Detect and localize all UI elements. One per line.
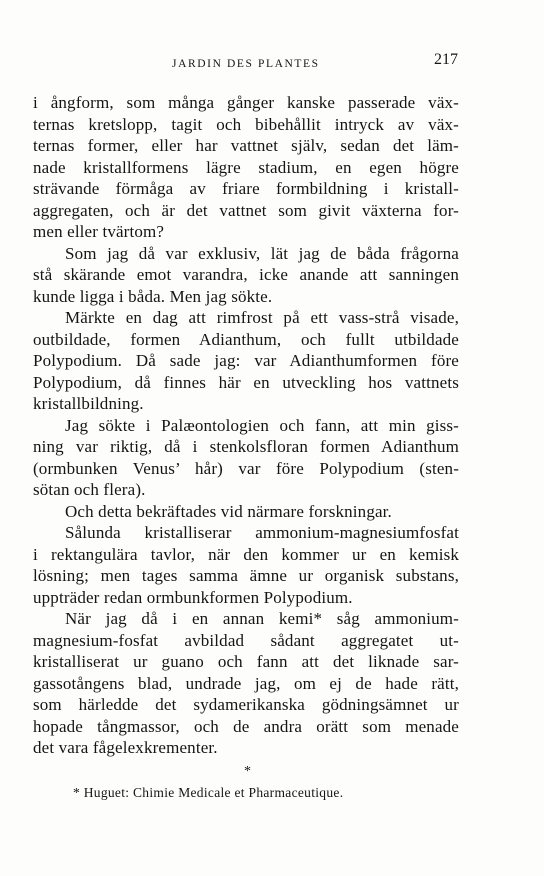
- text-line: kristallbildning.: [33, 394, 144, 413]
- text-line: hopade tångmassor, och de andra orätt som menade: [33, 716, 459, 736]
- text-line: När jag då i en annan kemi* såg ammonium-: [65, 609, 459, 628]
- text-line: uppträder redan ormbunkformen Polypodium.: [33, 587, 353, 607]
- text-line: det vara fågelexkrementer.: [33, 738, 218, 757]
- text-line: ternas former, eller har vattnet själv, sedan det läm-: [33, 136, 459, 155]
- text-line: stå skärande emot varandra, icke anande att sanningen: [33, 265, 459, 284]
- text-line: i ångform, som många gånger kanske passerade väx-: [33, 93, 459, 112]
- text-line: Jag sökte i Palæontologien och fann, att min giss-: [65, 415, 459, 435]
- text-line: Polypodium, då finnes här en utveckling hos vattnets: [33, 372, 459, 392]
- footnote: * Huguet: Chimie Medicale et Pharmaceutique.: [73, 785, 344, 800]
- text-line: i rektangulära tavlor, när den kommer ur en kemisk: [33, 544, 459, 564]
- text-line: lösning; men tages samma ämne ur organisk substans,: [33, 566, 459, 585]
- text-line: strävande förmåga av friare formbildning i kristall-: [33, 179, 459, 198]
- text-line: Sålunda kristalliserar ammonium-magnesiumfosfat: [65, 523, 459, 542]
- text-line: Polypodium. Då sade jag: var Adianthumformen före: [33, 351, 459, 370]
- text-line: sötan och flera).: [33, 480, 146, 499]
- text-line: nade kristallformens lägre stadium, en egen högre: [33, 157, 459, 177]
- footnote-separator: *: [244, 764, 251, 779]
- text-line: Som jag då var exklusiv, lät jag de båda frågorna: [65, 243, 459, 263]
- running-title: JARDIN DES PLANTES: [172, 58, 320, 70]
- text-line: gassotångens blad, undrade jag, om ej de hade rätt,: [33, 673, 459, 693]
- text-line: Och detta bekräftades vid närmare forskningar.: [65, 501, 392, 521]
- text-line: kunde ligga i båda. Men jag sökte.: [33, 286, 273, 306]
- text-line: aggregaten, och är det vattnet som givit växterna for-: [33, 200, 459, 220]
- text-line: ternas kretslopp, tagit och bibehållit intryck av väx-: [33, 114, 459, 134]
- text-line: Märkte en dag att rimfrost på ett vass-strå visade,: [65, 308, 459, 327]
- text-line: men eller tvärtom?: [33, 222, 165, 241]
- page-number: 217: [434, 51, 458, 68]
- text-line: magnesium-fosfat avbildad sådant aggregatet ut-: [33, 630, 459, 650]
- body-text: [33, 92, 459, 759]
- text-line: kristalliserat ur guano och fann att det liknade sar-: [33, 652, 459, 671]
- text-line: (ormbunken Venus’ hår) var före Polypodium (sten-: [33, 458, 459, 478]
- text-line: ning var riktig, då i stenkolsfloran formen Adianthum: [33, 437, 459, 456]
- text-line: som härledde det sydamerikanska gödningsämnet ur: [33, 695, 459, 714]
- text-line: outbildade, formen Adianthum, och fullt utbildade: [33, 329, 459, 349]
